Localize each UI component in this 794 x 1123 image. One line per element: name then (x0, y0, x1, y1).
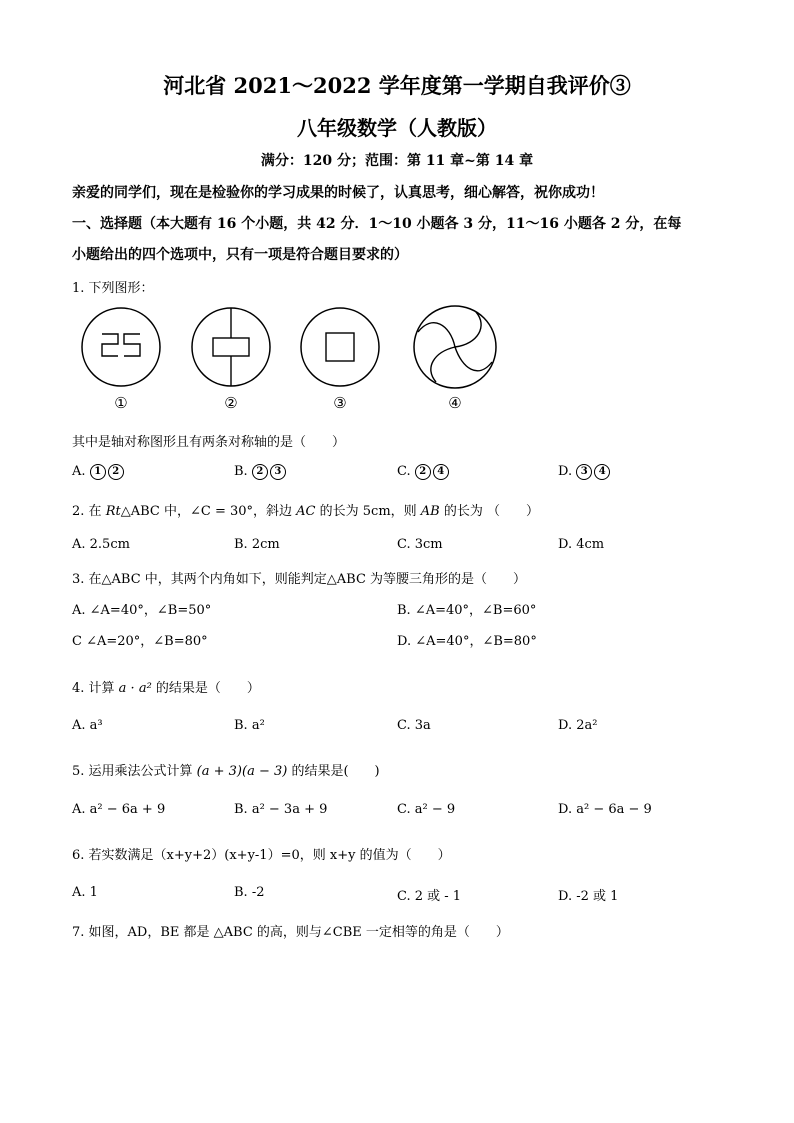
q2-ac: AC (296, 504, 316, 519)
q3-option-d: D. ∠A=40°，∠B=80° (397, 634, 537, 649)
q5-prefix: 5. 运用乘法公式计算 (72, 764, 197, 779)
q7-prompt: 7. 如图，AD，BE 都是 △ABC 的高，则与∠CBE 一定相等的角是（ ） (72, 925, 509, 940)
q2-option-d: D. 4cm (558, 537, 605, 552)
figure-3-label: ③ (333, 394, 347, 412)
q3-option-b: B. ∠A=40°，∠B=60° (397, 603, 537, 618)
section-heading-line1: 一、选择题（本大题有 16 个小题，共 42 分．1～10 小题各 3 分，11～16 小题各 2 分，在每 (72, 216, 682, 232)
figure-4 (412, 304, 498, 390)
q1-option-b-num2: 3 (270, 464, 286, 480)
q2-mid2: ，斜边 (253, 504, 297, 519)
q2-option-c: C. 3cm (397, 537, 443, 552)
exam-subtitle: 八年级数学（人教版） (297, 116, 497, 140)
q1-option-b-num1: 2 (252, 464, 268, 480)
figure-4-label: ④ (448, 394, 462, 412)
figure-1 (80, 306, 162, 388)
q1-option-d-num1: 3 (576, 464, 592, 480)
q4-prefix: 4. 计算 (72, 681, 119, 696)
q4-option-a: A. a³ (72, 718, 103, 733)
score-info: 满分：120 分；范围：第 11 章~第 14 章 (260, 153, 534, 169)
exam-title: 河北省 2021～2022 学年度第一学期自我评价③ (163, 73, 631, 98)
q6-prompt: 6. 若实数满足（x+y+2）(x+y-1）=0，则 x+y 的值为（ ） (72, 848, 451, 863)
greeting: 亲爱的同学们，现在是检验你的学习成果的时候了，认真思考，细心解答，祝你成功！ (72, 185, 604, 201)
q1-option-c (397, 464, 451, 480)
q6-option-d: D. -2 或 1 (558, 889, 619, 904)
q6-option-a: A. 1 (72, 885, 98, 900)
q5-option-a: A. a² − 6a + 9 (72, 802, 166, 817)
q4-option-b: B. a² (234, 718, 265, 733)
q2-prompt (72, 500, 539, 519)
q2-angle: ∠C = 30° (189, 504, 254, 519)
q4-expression: a · a² (118, 681, 152, 696)
q2-prefix: 2. 在 (72, 504, 102, 519)
q1-option-a (72, 464, 126, 480)
q4-option-c: C. 3a (397, 718, 431, 733)
q1-option-a-letter: A. (72, 464, 86, 479)
q1-option-a-num2: 2 (108, 464, 124, 480)
q1-option-d-letter: D. (558, 464, 573, 479)
figure-1-label: ① (114, 394, 128, 412)
q2-option-b: B. 2cm (234, 537, 280, 552)
q1-prompt: 1. 下列图形： (72, 281, 154, 296)
q2-option-a: A. 2.5cm (72, 537, 130, 552)
q5-option-c: C. a² − 9 (397, 802, 456, 817)
q5-option-b: B. a² − 3a + 9 (234, 802, 328, 817)
q3-option-a: A. ∠A=40°，∠B=50° (72, 603, 212, 618)
q5-option-d: D. a² − 6a − 9 (558, 802, 652, 817)
q1-option-a-num1: 1 (90, 464, 106, 480)
figure-2-label: ② (224, 394, 238, 412)
q2-rt: Rt (105, 504, 121, 519)
q1-option-c-num2: 4 (433, 464, 449, 480)
q1-option-b (234, 464, 288, 480)
q1-option-d-num2: 4 (594, 464, 610, 480)
q4-prompt (72, 677, 260, 696)
q4-option-d: D. 2a² (558, 718, 598, 733)
q1-question: 其中是轴对称图形且有两条对称轴的是（ ） (72, 435, 346, 450)
q3-prompt: 3. 在△ABC 中，其两个内角如下，则能判定△ABC 为等腰三角形的是（ ） (72, 572, 527, 587)
q1-option-d (558, 464, 612, 480)
q2-triangle: △ABC (120, 504, 160, 519)
figure-3 (299, 306, 381, 388)
q1-option-b-letter: B. (234, 464, 248, 479)
section-heading-line2: 小题给出的四个选项中，只有一项是符合题目要求的） (72, 247, 408, 263)
q5-suffix: 的结果是( ) (287, 764, 380, 779)
q4-suffix: 的结果是（ ） (151, 681, 260, 696)
q2-mid1: 中， (159, 504, 190, 519)
q2-mid3: 的长为 5cm，则 (315, 504, 421, 519)
q1-option-c-letter: C. (397, 464, 411, 479)
q3-option-c: C ∠A=20°，∠B=80° (72, 634, 208, 649)
q5-prompt (72, 760, 380, 779)
q5-expression: (a + 3)(a − 3) (196, 764, 288, 779)
q6-option-c: C. 2 或 - 1 (397, 889, 462, 904)
figure-2 (190, 306, 272, 388)
q6-option-b: B. -2 (234, 885, 265, 900)
q2-tail: 的长为 （ ） (439, 504, 540, 519)
q2-ab: AB (420, 504, 440, 519)
q1-option-c-num1: 2 (415, 464, 431, 480)
